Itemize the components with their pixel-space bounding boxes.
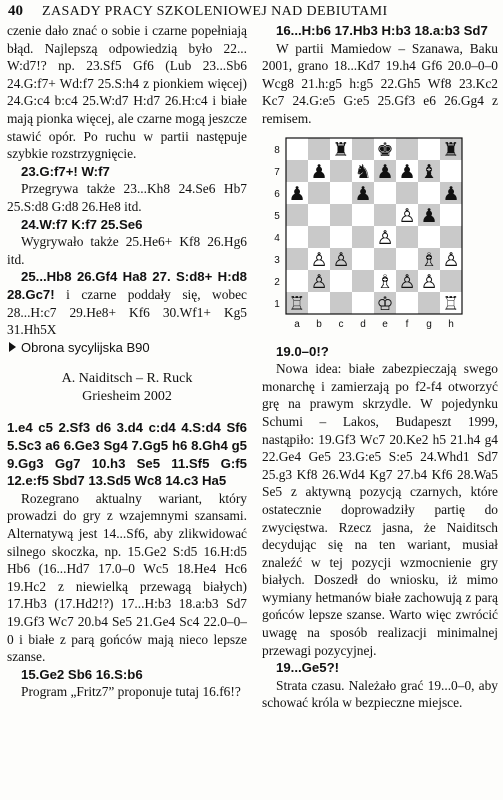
rank-label: 7 <box>274 166 280 178</box>
board-square <box>286 248 308 270</box>
board-square <box>396 138 418 160</box>
board-square <box>330 226 352 248</box>
page-number: 40 <box>8 3 23 19</box>
chess-piece-icon: ♗ <box>420 248 438 271</box>
board-square <box>418 292 440 314</box>
chess-piece-icon: ♜ <box>442 138 460 161</box>
board-square <box>352 292 374 314</box>
board-square <box>352 248 374 270</box>
board-square <box>308 138 330 160</box>
chess-board <box>270 134 470 339</box>
rank-label: 5 <box>274 210 280 222</box>
file-label: a <box>294 318 300 330</box>
board-square <box>396 248 418 270</box>
file-label: h <box>448 318 454 330</box>
paragraph: Strata czasu. Należało grać 19...0–0, aby schować króla w bezpieczne miejsce. <box>262 677 498 711</box>
page-header <box>8 3 498 23</box>
paragraph: W partii Mamiedow – Szanawa, Baku 2001, grano 18...Kd7 19.h4 Gf6 20.0–0–0 Wcg8 21.h:g5 h:g5 22.Gh5 Wf8 23.Kc2 Kc7 24.G:e5 G:e5 25.Gf3 e6 26.Gg4 z remisem. <box>262 40 498 126</box>
board-square <box>286 270 308 292</box>
game-event: Griesheim 2002 <box>82 388 172 404</box>
move-line: 16...H:b6 17.Hb3 H:b3 18.a:b3 Sd7 <box>276 23 488 38</box>
opening-name <box>7 339 247 357</box>
move-line: 24.W:f7 K:f7 25.Se6 <box>21 216 143 232</box>
move-paragraph <box>7 268 247 338</box>
chess-piece-icon: ♔ <box>376 292 394 315</box>
move-line: 19...Ge5?! <box>276 660 340 676</box>
board-square <box>374 182 396 204</box>
board-square <box>396 292 418 314</box>
file-label: b <box>316 318 322 330</box>
chess-piece-icon: ♙ <box>398 270 416 293</box>
board-square <box>352 204 374 226</box>
board-square <box>440 270 462 292</box>
chess-piece-icon: ♖ <box>442 292 460 315</box>
move-line: 23.G:f7+! W:f7 <box>21 163 110 179</box>
chess-piece-icon: ♞ <box>354 160 372 183</box>
paragraph: Wygrywało także 25.He6+ Kf8 26.Hg6 itd. <box>7 234 247 267</box>
chess-piece-icon: ♙ <box>376 226 394 249</box>
board-square <box>286 160 308 182</box>
chess-piece-icon: ♟ <box>398 160 416 183</box>
move-line: 19.0–0!? <box>276 343 329 359</box>
file-label: g <box>426 318 432 330</box>
triangle-bullet-icon <box>9 342 16 352</box>
paragraph: czenie dało znać o sobie i czarne popełniają błąd. Najlepszą odpowiedzią było 22... W:d7!? np. 23.Sf5 Gf6 (Lub 23...Sb6 24.G:f7+ Wd:f7 25.S:h4 z pionkiem więcej) 24.G:c4 b:c4 25.W:d7 H:d7 26.H:c4 i białe mają pionka więcej, ale czarne mogą jeszcze stawić opór. Po ruchu w partii następuje szybkie rozstrzygnięcie. <box>7 23 247 162</box>
running-title: ZASADY PRACY SZKOLENIOWEJ NAD DEBIUTAMI <box>42 4 388 19</box>
chess-piece-icon: ♜ <box>332 138 350 161</box>
board-square <box>396 182 418 204</box>
move-comment: i czarne poddały się, wobec 28...H:c7 29.He8+ Kf6 30.Wf1+ Kg5 31.Hh5X <box>7 286 247 338</box>
board-square <box>330 182 352 204</box>
board-square <box>308 292 330 314</box>
board-square <box>330 160 352 182</box>
board-square <box>286 138 308 160</box>
paragraph: Rozegrano aktualny wariant, który prowadzi do gry z wzajemnymi szansami. Alternatywą jest 14...Sf6, aby zlikwidować silnego skoczka, np. 15.Ge2 S:d5 16.H:d5 Hb6 (16...Hd7 17.0–0 Wc5 18.He4 Hc6 19.Hc2 z niewielką przewagą białych) 17.Hb3 (17.Hd2!?) 17...H:b3 18.a:b3 Sd7 19.Gf3 Wc7 20.b4 Se5 21.Ge4 Sc4 22.0–0–0 i białe z parą gońców mają nieco lepsze szanse. <box>7 490 247 665</box>
game-moves: 1.e4 c5 2.Sf3 d6 3.d4 c:d4 4.S:d4 Sf6 5.Sc3 a6 6.Ge3 Sg4 7.Gg5 h6 8.Gh4 g5 9.Gg3 Gg7 10.h3 Se5 11.Sf5 G:f5 12.e:f5 Sbd7 13.Sd5 Wc8 14.c3 Ha5 <box>7 420 247 489</box>
board-square <box>330 204 352 226</box>
paragraph: Program „Fritz7” proponuje tutaj 16.f6!? <box>21 684 241 700</box>
game-players: A. Naiditsch – R. Ruck <box>61 371 193 387</box>
board-square <box>418 226 440 248</box>
board-square <box>308 182 330 204</box>
chess-piece-icon: ♟ <box>310 160 328 183</box>
move-line: 25...Hb8 26.Gf4 Ha8 27. S:d8+ H:d8 28.Gc7! <box>7 269 247 302</box>
board-square <box>330 292 352 314</box>
chess-piece-icon: ♙ <box>442 248 460 271</box>
chess-piece-icon: ♙ <box>310 270 328 293</box>
board-square <box>396 226 418 248</box>
chess-piece-icon: ♚ <box>376 138 394 161</box>
board-square <box>308 226 330 248</box>
file-label: e <box>382 318 388 330</box>
board-square <box>374 204 396 226</box>
chess-piece-icon: ♙ <box>332 248 350 271</box>
board-square <box>286 204 308 226</box>
file-label: f <box>405 318 409 330</box>
move-line: 15.Ge2 Sb6 16.S:b6 <box>21 666 143 682</box>
rank-label: 2 <box>274 276 280 288</box>
chess-piece-icon: ♗ <box>376 270 394 293</box>
board-square <box>374 248 396 270</box>
board-square <box>440 226 462 248</box>
opening-label: Obrona sycylijska B90 <box>21 339 150 355</box>
rank-label: 1 <box>274 298 280 310</box>
paragraph: Przegrywa także 23...Kh8 24.Se6 Hb7 25.S:d8 G:d8 26.He8 itd. <box>7 181 247 214</box>
board-square <box>418 182 440 204</box>
chess-piece-icon: ♙ <box>398 204 416 227</box>
chess-piece-icon: ♟ <box>288 182 306 205</box>
chess-piece-icon: ♖ <box>288 292 306 315</box>
board-square <box>440 160 462 182</box>
board-square <box>418 138 440 160</box>
rank-label: 4 <box>274 232 280 244</box>
file-label: d <box>360 318 366 330</box>
board-square <box>330 270 352 292</box>
board-square <box>352 226 374 248</box>
chess-piece-icon: ♙ <box>310 248 328 271</box>
right-column <box>262 22 498 712</box>
chess-piece-icon: ♝ <box>420 160 438 183</box>
left-column <box>7 22 247 701</box>
board-square <box>286 226 308 248</box>
board-square <box>352 270 374 292</box>
rank-label: 8 <box>274 144 280 156</box>
file-label: c <box>338 318 344 330</box>
rank-label: 6 <box>274 188 280 200</box>
board-square <box>440 204 462 226</box>
chess-diagram <box>270 134 470 339</box>
rank-label: 3 <box>274 254 280 266</box>
chess-piece-icon: ♟ <box>442 182 460 205</box>
chess-piece-icon: ♟ <box>354 182 372 205</box>
chess-piece-icon: ♟ <box>420 204 438 227</box>
chess-piece-icon: ♟ <box>376 160 394 183</box>
paragraph: Nowa idea: białe zabezpieczają swego monarchę i zamierzają po f2-f4 otworzyć grę na prawym skrzydle. W pojedynku Schumi – Lakos, Budapeszt 1999, nastąpiło: 19.Gf3 Wc7 20.Ke2 h5 21.h4 g4 22.Ge4 Ge5 23.G:e5 S:e5 24.Whd1 Sd7 25.g3 Kf8 26.Wd4 Kg7 27.b4 Kf6 28.Wa5 Se5 z aktywną pozycją czarnych, które ostatecznie doprowadziły partię do zwycięstwa. Rzecz jasna, że Naiditsch decydując się na ten wariant, musiał znaleźć w tej pozycji wzmocnienie gry białych. Doszedł do wniosku, iż mimo wymiany hetmanów białe zachowują z parą gońców lepsze szanse. Warto więc zwrócić uwagę na sposób realizacji minimalnej przewagi pozycyjnej. <box>262 361 498 658</box>
board-square <box>308 204 330 226</box>
board-square <box>352 138 374 160</box>
chess-piece-icon: ♙ <box>420 270 438 293</box>
